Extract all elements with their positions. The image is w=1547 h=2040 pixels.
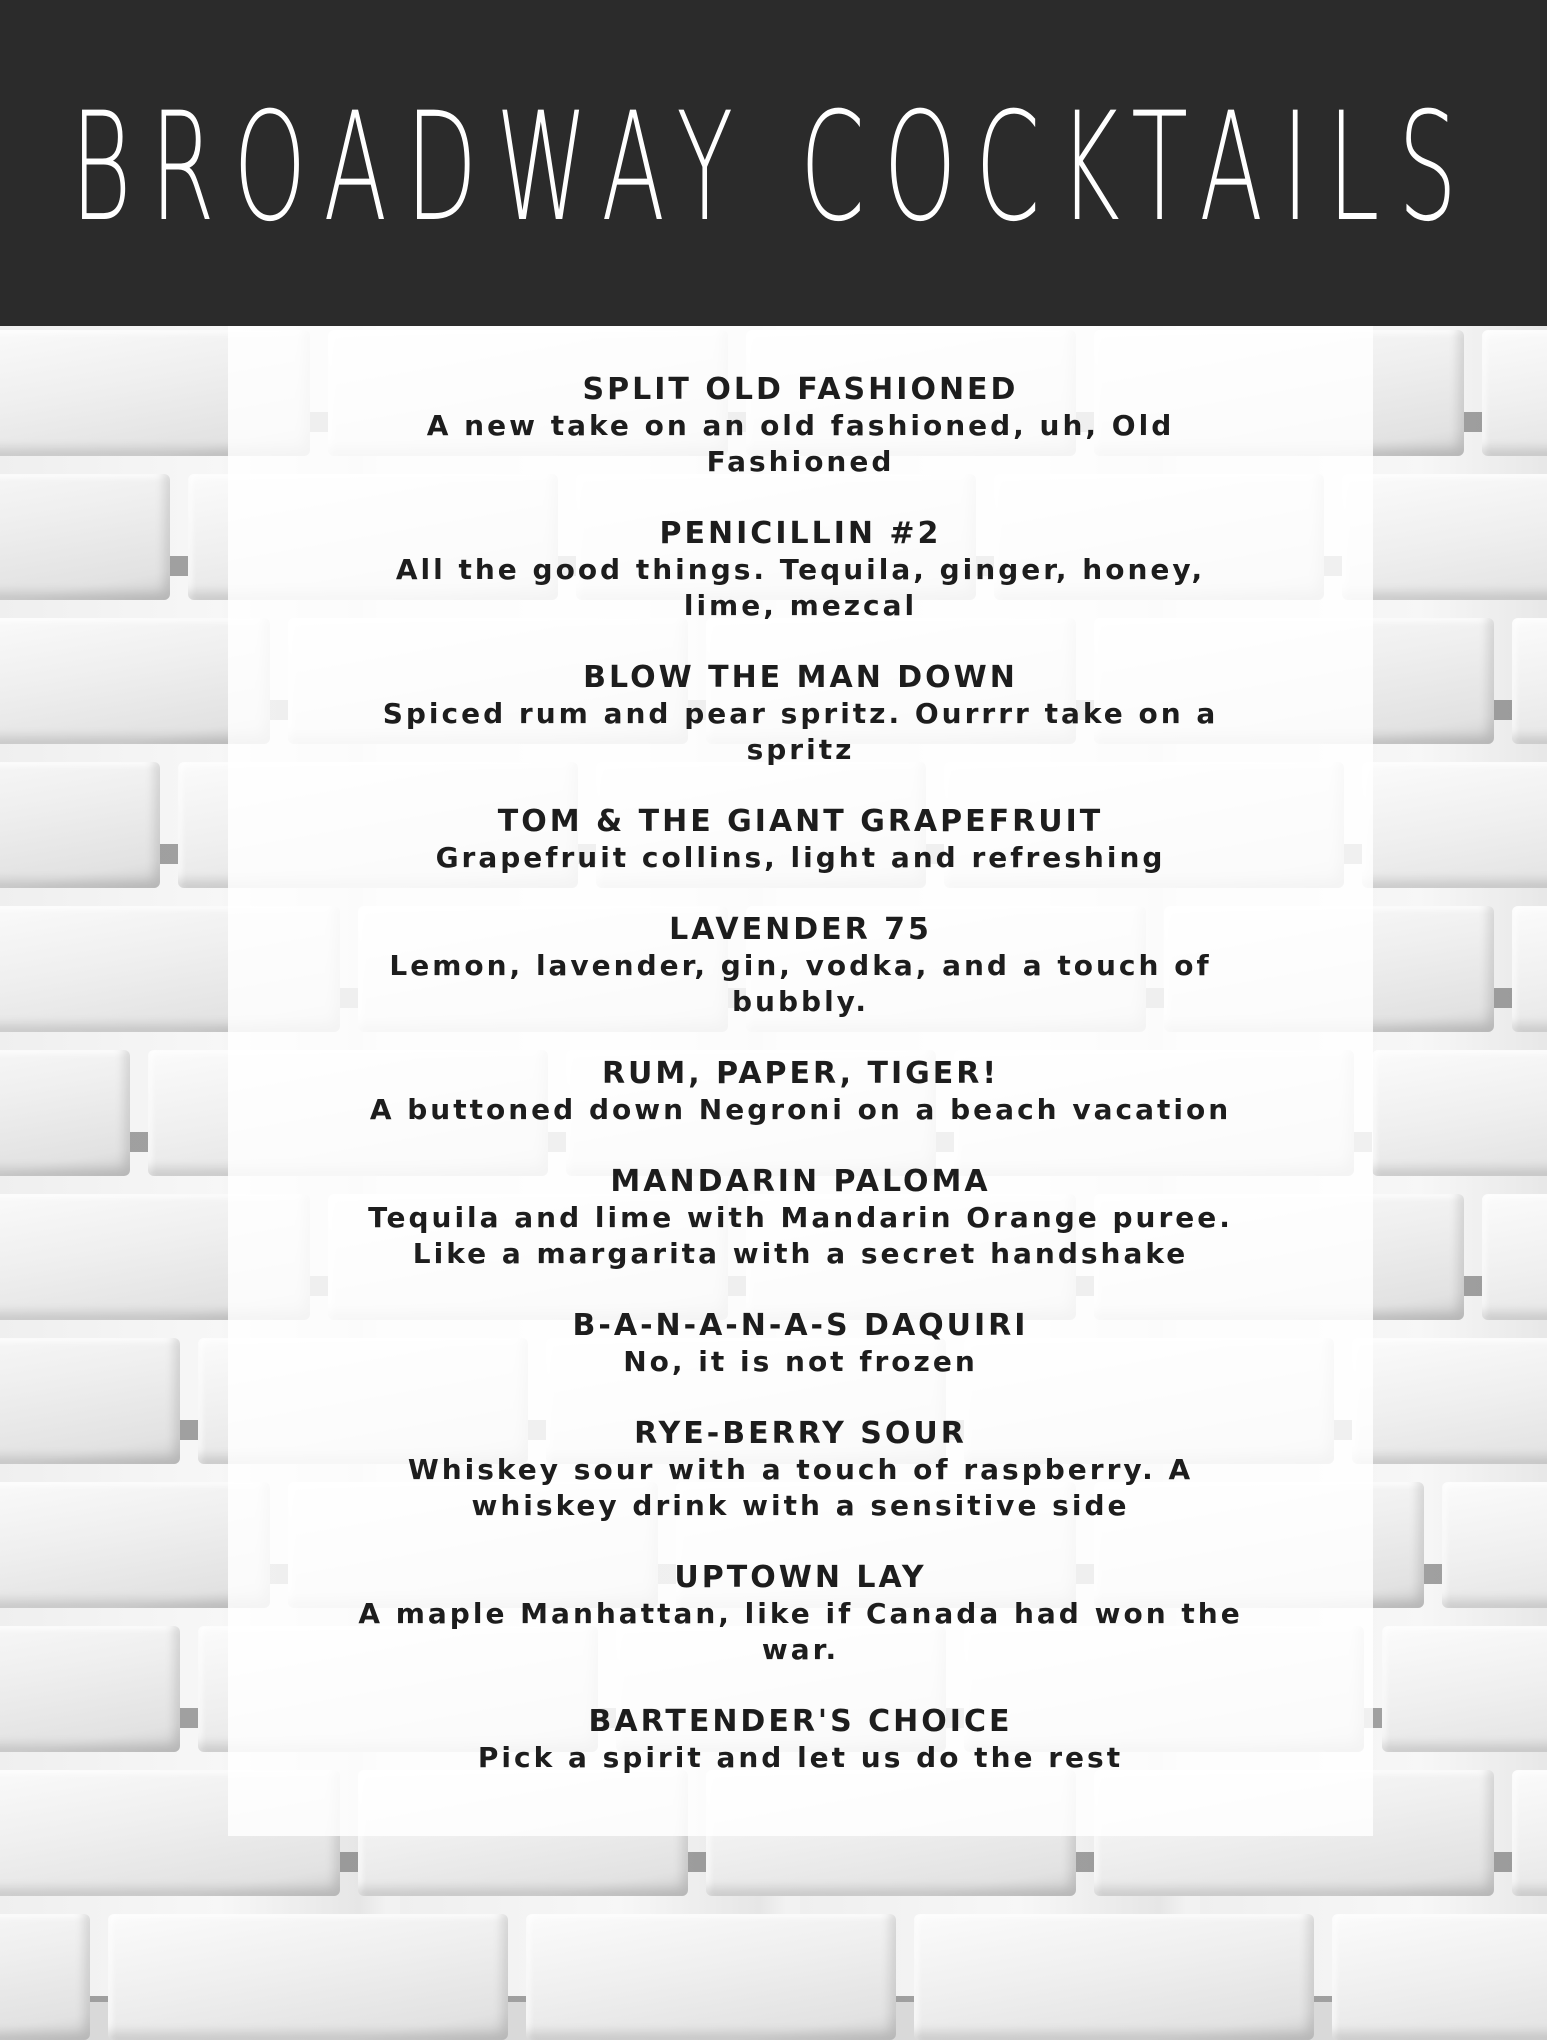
brick bbox=[1512, 906, 1547, 1032]
item-description: Grapefruit collins, light and refreshing bbox=[435, 841, 1166, 874]
item-name: PENICILLIN #2 bbox=[659, 516, 942, 551]
item-description: A maple Manhattan, like if Canada had won the war. bbox=[358, 1597, 1243, 1666]
brick bbox=[0, 1626, 180, 1752]
item-description: Pick a spirit and let us do the rest bbox=[477, 1741, 1124, 1774]
brick bbox=[1482, 330, 1547, 456]
item-name: SPLIT OLD FASHIONED bbox=[582, 372, 1019, 407]
brick bbox=[914, 1914, 1314, 2040]
item-name: BLOW THE MAN DOWN bbox=[583, 660, 1018, 695]
item-name: MANDARIN PALOMA bbox=[610, 1164, 991, 1199]
menu-title: BROADWAY COCKTAILS bbox=[70, 81, 1477, 255]
menu-item bbox=[351, 660, 1251, 768]
brick bbox=[1442, 1482, 1547, 1608]
header-bar bbox=[0, 0, 1547, 326]
brick bbox=[1382, 1626, 1547, 1752]
item-description: Tequila and lime with Mandarin Orange puree. Like a margarita with a secret handshake bbox=[368, 1201, 1233, 1270]
brick bbox=[1512, 618, 1547, 744]
item-description: A buttoned down Negroni on a beach vacation bbox=[369, 1093, 1232, 1126]
brick bbox=[1372, 1050, 1547, 1176]
brick bbox=[1332, 1914, 1547, 2040]
menu-item bbox=[351, 1560, 1251, 1668]
brick-row bbox=[0, 1914, 1460, 2040]
brick bbox=[0, 1050, 130, 1176]
item-name: TOM & THE GIANT GRAPEFRUIT bbox=[497, 804, 1104, 839]
item-name: RUM, PAPER, TIGER! bbox=[601, 1056, 1000, 1091]
brick bbox=[0, 1338, 180, 1464]
menu-item bbox=[351, 1164, 1251, 1272]
item-name: BARTENDER'S CHOICE bbox=[588, 1704, 1013, 1739]
item-name: RYE-BERRY SOUR bbox=[634, 1416, 967, 1451]
item-name: UPTOWN LAY bbox=[674, 1560, 927, 1595]
menu-list bbox=[228, 372, 1373, 1812]
item-description: Lemon, lavender, gin, vodka, and a touch of bubbly. bbox=[389, 949, 1212, 1018]
brick bbox=[1362, 762, 1547, 888]
menu-item bbox=[351, 1056, 1251, 1128]
brick bbox=[0, 762, 160, 888]
item-description: Spiced rum and pear spritz. Ourrrr take on a spritz bbox=[382, 697, 1219, 766]
menu-item bbox=[351, 804, 1251, 876]
item-description: No, it is not frozen bbox=[623, 1345, 978, 1378]
brick bbox=[526, 1914, 896, 2040]
menu-item bbox=[351, 1416, 1251, 1524]
brick bbox=[1482, 1194, 1547, 1320]
item-description: All the good things. Tequila, ginger, honey, lime, mezcal bbox=[395, 553, 1206, 622]
brick bbox=[1512, 1770, 1547, 1896]
menu-item bbox=[351, 1704, 1251, 1776]
brick bbox=[1352, 1338, 1547, 1464]
item-name: B-A-N-A-N-A-S DAQUIRI bbox=[572, 1308, 1029, 1343]
item-description: Whiskey sour with a touch of raspberry. A whiskey drink with a sensitive side bbox=[407, 1453, 1194, 1522]
brick bbox=[0, 474, 170, 600]
item-name: LAVENDER 75 bbox=[669, 912, 932, 947]
brick bbox=[108, 1914, 508, 2040]
menu-panel bbox=[228, 326, 1373, 1836]
menu-item bbox=[351, 372, 1251, 480]
menu-item bbox=[351, 912, 1251, 1020]
menu-item bbox=[351, 516, 1251, 624]
item-description: A new take on an old fashioned, uh, Old Fashioned bbox=[426, 409, 1175, 478]
brick bbox=[0, 1914, 90, 2040]
menu-item bbox=[351, 1308, 1251, 1380]
